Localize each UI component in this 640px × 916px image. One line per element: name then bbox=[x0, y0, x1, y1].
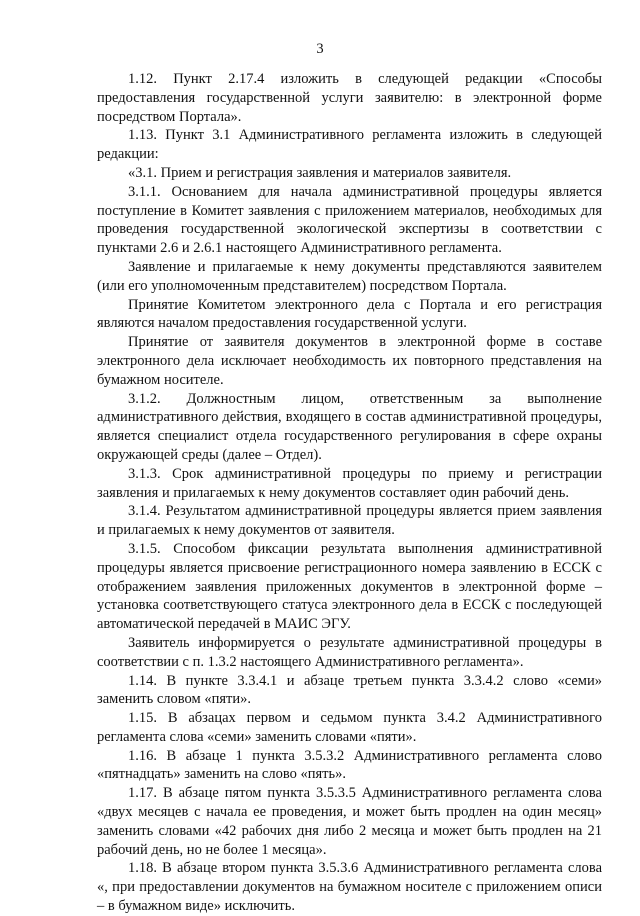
paragraph-3-1-5: 3.1.5. Способом фиксации результата выполнения административной процедуры является присвоение регистрационного номера заявлению в ЕССК с отображением заявления приложенных документов в электронной форме – установка соответствующего статуса электронного дела в ЕССК с последующей автоматической передачей в МАИС ЭГУ. bbox=[97, 540, 602, 633]
paragraph-1-14: 1.14. В пункте 3.3.4.1 и абзаце третьем пункта 3.3.4.2 слово «семи» заменить словом «пяти». bbox=[97, 672, 602, 708]
paragraph-3-1-heading: «3.1. Прием и регистрация заявления и материалов заявителя. bbox=[128, 164, 512, 181]
paragraph-3-1-4: 3.1.4. Результатом административной процедуры является прием заявления и прилагаемых к нему документов от заявителя. bbox=[97, 503, 602, 539]
paragraph-3-1-2: 3.1.2. Должностным лицом, ответственным за выполнение административного действия, входящего в состав административной процедуры, является специалист отдела государственного регулирования в сфере охраны окружающей среды (далее – Отдел). bbox=[97, 390, 602, 463]
paragraph-submission: Заявление и прилагаемые к нему документы представляются заявителем (или его уполномоченным представителем) посредством Портала. bbox=[97, 258, 602, 294]
paragraph-1-17: 1.17. В абзаце пятом пункта 3.5.3.5 Административного регламента слова «двух месяцев с начала ее проведения, и может быть продлен на один месяц» заменить словами «42 рабочих дня либо 2 месяца и может быть продлен на 21 рабочий день, но не более 1 месяца». bbox=[97, 785, 602, 858]
paragraph-1-16: 1.16. В абзаце 1 пункта 3.5.3.2 Административного регламента слово «пятнадцать» заменить на слово «пять». bbox=[97, 747, 602, 783]
paragraph-1-12: 1.12. Пункт 2.17.4 изложить в следующей редакции «Способы предоставления государственной услуги заявителю: в электронной форме посредством Портала». bbox=[97, 71, 602, 125]
paragraph-3-1-3: 3.1.3. Срок административной процедуры по приему и регистрации заявления и прилагаемых к нему документов составляет один рабочий день. bbox=[97, 465, 602, 501]
paragraph-1-18: 1.18. В абзаце втором пункта 3.5.3.6 Административного регламента слова «, при предоставлении документов на бумажном носителе с приложением описи – в бумажном виде» исключить. bbox=[97, 860, 602, 915]
document-body bbox=[97, 70, 602, 916]
paragraph-1-13: 1.13. Пункт 3.1 Административного регламента изложить в следующей редакции: bbox=[97, 127, 602, 163]
page-number: 3 bbox=[316, 41, 324, 57]
paragraph-applicant-informed: Заявитель информируется о результате административной процедуры в соответствии с п. 1.3.2 настоящего Административного регламента». bbox=[97, 634, 602, 670]
paragraph-1-15: 1.15. В абзацах первом и седьмом пункта 3.4.2 Административного регламента слова «семи» заменить словами «пяти». bbox=[97, 710, 602, 745]
paragraph-3-1-1: 3.1.1. Основанием для начала административной процедуры является поступление в Комитет заявления с приложением материалов, необходимых для проведения государственной экологической экспертизы в соответствии с пунктами 2.6 и 2.6.1 настоящего Административного регламента. bbox=[97, 183, 602, 257]
paragraph-electronic-form: Принятие от заявителя документов в электронной форме в составе электронного дела исключает необходимость их повторного представления на бумажном носителе. bbox=[97, 334, 602, 388]
paragraph-acceptance: Принятие Комитетом электронного дела с Портала и его регистрация являются началом предоставления государственной услуги. bbox=[97, 296, 602, 332]
